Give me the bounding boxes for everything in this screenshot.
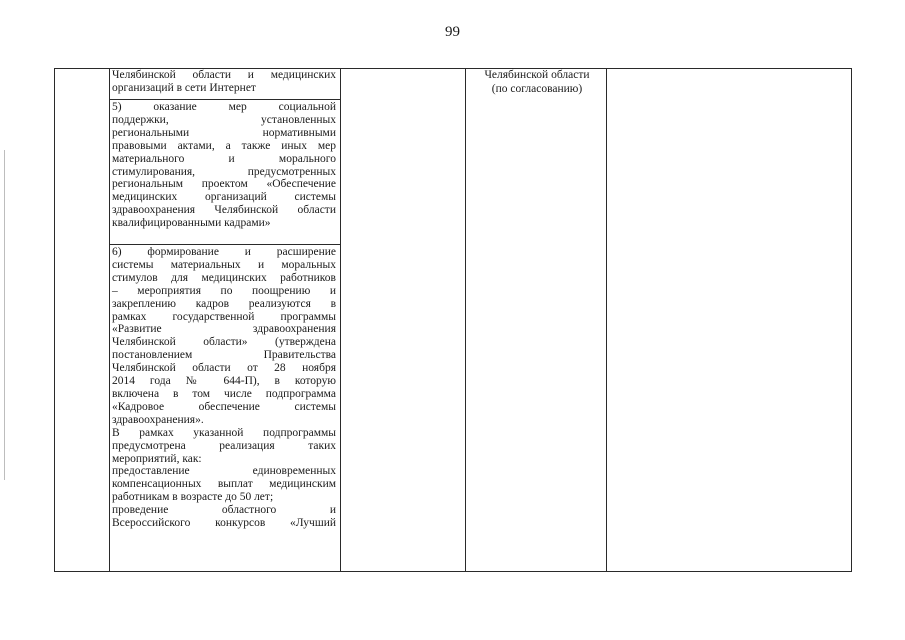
page-number: 99 [445,24,460,40]
column-divider-3 [465,68,466,572]
column-divider-2 [340,68,341,572]
responsible-line: (по согласованию) [491,82,583,95]
text-line: рамках государственной программы [112,310,336,323]
text-line: 6) формирование и расширение [112,246,336,258]
text-line: правовыми актами, а также иных мер [112,139,336,152]
text-line: квалифицированными кадрами» [112,217,271,230]
text-line: Челябинской области и медицинских [112,69,336,81]
measure-cell-incentives [112,246,336,530]
table-right-border [851,68,852,572]
measure-cell-website [112,69,336,95]
text-line: постановлением Правительства [112,349,336,362]
text-line: предусмотрена реализация таких [112,439,336,452]
row-separator-2 [109,244,340,245]
text-line: стимулирования, предусмотренных [112,165,336,178]
table-left-border [54,68,55,572]
row-separator-1 [109,99,340,100]
responsible-party-cell [467,69,607,96]
text-line: проведение областного и [112,504,336,517]
text-line: системы материальных и моральных [112,258,336,271]
text-line: включена в том числе подпрограмма [112,387,336,400]
text-line: региональным проектом «Обеспечение [112,178,336,191]
text-line: мероприятий, как: [112,452,202,465]
column-divider-4 [606,68,607,572]
text-line: 5) оказание мер социальной [112,101,336,113]
text-line: медицинских организаций системы [112,191,336,204]
text-line: Челябинской области» (утверждена [112,336,336,349]
text-line: Всероссийского конкурсов «Лучший [112,517,336,530]
text-line: материального и морального [112,152,336,165]
text-line: стимулов для медицинских работников [112,271,336,284]
text-line: В рамках указанной подпрограммы [112,426,336,439]
column-divider-1 [109,68,110,572]
measures-table [54,68,852,572]
text-line: поддержки, установленных [112,113,336,126]
scan-edge-mark [4,150,5,480]
text-line: Челябинской области от 28 ноября [112,362,336,375]
text-line: «Кадровое обеспечение системы [112,400,336,413]
text-line: организаций в сети Интернет [112,81,256,94]
text-line: компенсационных выплат медицинским [112,478,336,491]
text-line: работникам в возрасте до 50 лет; [112,491,274,504]
text-line: 2014 года № 644-П), в которую [112,375,336,388]
text-line: здравоохранения». [112,413,204,426]
table-bottom-border [54,571,852,572]
text-line: здравоохранения Челябинской области [112,204,336,217]
text-line: – мероприятия по поощрению и [112,284,336,297]
responsible-line: Челябинской области [484,69,590,81]
text-line: закреплению кадров реализуются в [112,297,336,310]
text-line: предоставление единовременных [112,465,336,478]
measure-cell-social-support [112,101,336,230]
text-line: «Развитие здравоохранения [112,323,336,336]
text-line: региональными нормативными [112,126,336,139]
